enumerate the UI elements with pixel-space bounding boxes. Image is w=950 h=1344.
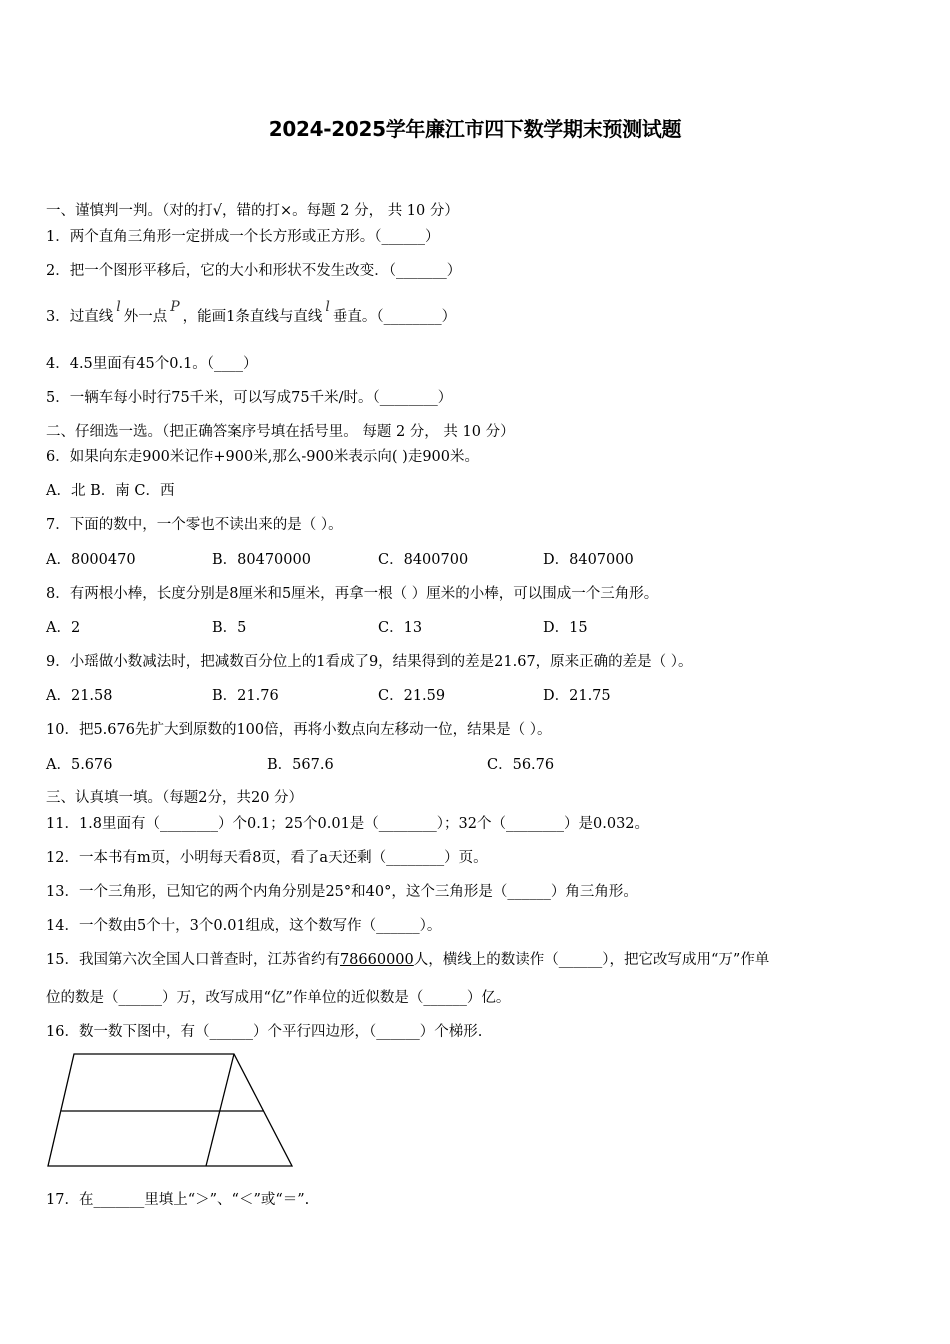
question-7: 7．下面的数中，一个零也不读出来的是（ ）。 bbox=[46, 517, 343, 533]
question-12: 12．一本书有m页，小明每天看8页，看了a天还剩（________）页。 bbox=[46, 850, 488, 866]
question-1: 1．两个直角三角形一定拼成一个长方形或正方形。（______） bbox=[46, 229, 440, 245]
question-8-options bbox=[46, 619, 588, 637]
question-10-options bbox=[46, 756, 554, 774]
question-3-part-b: 外一点 bbox=[123, 309, 168, 325]
question-16: 16．数一数下图中，有（______）个平行四边形，（______）个梯形. bbox=[46, 1024, 483, 1040]
slanted-divider-line bbox=[206, 1054, 234, 1166]
outer-trapezoid bbox=[48, 1054, 292, 1166]
underlined-population: 78660000 bbox=[339, 952, 414, 968]
option-c: C．21.59 bbox=[378, 688, 446, 704]
question-15-part-b: 人，横线上的数读作（______），把它改写成用“万”作单 bbox=[413, 952, 770, 968]
option-a: A．2 bbox=[46, 620, 81, 636]
option-b: B．5 bbox=[212, 620, 247, 636]
question-11: 11．1.8里面有（________）个0.1；25个0.01是（________）；32个（________）是0.032。 bbox=[46, 816, 650, 832]
question-4: 4．4.5里面有45个0.1。（____） bbox=[46, 356, 258, 372]
section-1-heading: 一、谨慎判一判。（对的打√，错的打×。每题 2 分， 共 10 分） bbox=[46, 203, 459, 219]
option-b: B．567.6 bbox=[267, 757, 334, 773]
option-d: D．15 bbox=[543, 620, 588, 636]
line-l-symbol-2: l bbox=[325, 299, 330, 315]
option-d: D．8407000 bbox=[543, 552, 634, 568]
section-2-heading: 二、仔细选一选。（把正确答案序号填在括号里。 每题 2 分， 共 10 分） bbox=[46, 424, 515, 440]
option-b: B．80470000 bbox=[212, 552, 311, 568]
question-14: 14．一个数由5个十，3个0.01组成，这个数写作（______）。 bbox=[46, 918, 442, 934]
section-3-heading: 三、认真填一填。（每题2分，共20 分） bbox=[46, 790, 304, 806]
question-15-part-a: 15．我国第六次全国人口普查时，江苏省约有 bbox=[46, 952, 340, 968]
option-c: C．13 bbox=[378, 620, 423, 636]
question-8: 8．有两根小棒，长度分别是8厘米和5厘米，再拿一根（ ）厘米的小棒，可以围成一个三角形。 bbox=[46, 586, 659, 602]
question-9-options bbox=[46, 687, 611, 705]
question-3-part-a: 3．过直线 bbox=[46, 309, 114, 325]
option-b: B．21.76 bbox=[212, 688, 279, 704]
question-3 bbox=[46, 299, 457, 326]
question-17: 17．在_______里填上“＞”、“＜”或“＝”. bbox=[46, 1192, 310, 1208]
question-6: 6．如果向东走900米记作+900米,那么-900米表示向( )走900米。 bbox=[46, 449, 480, 465]
option-c: C．8400700 bbox=[378, 552, 469, 568]
option-d: D．21.75 bbox=[543, 688, 611, 704]
option-a: A．5.676 bbox=[46, 757, 113, 773]
page-title: 2024-2025学年廉江市四下数学期末预测试题 bbox=[268, 117, 682, 141]
trapezoid-figure bbox=[44, 1050, 300, 1172]
question-15-continued: 位的数是（______）万，改写成用“亿”作单位的近似数是（______）亿。 bbox=[46, 990, 511, 1006]
option-a: A．8000470 bbox=[46, 552, 136, 568]
question-6-options: A．北 B．南 C．西 bbox=[46, 483, 175, 499]
question-3-part-c: ，能画1条直线与直线 bbox=[182, 309, 323, 325]
question-2: 2．把一个图形平移后，它的大小和形状不发生改变．（_______） bbox=[46, 263, 462, 279]
question-15 bbox=[46, 951, 769, 969]
option-c: C．56.76 bbox=[487, 757, 555, 773]
question-10: 10．把5.676先扩大到原数的100倍，再将小数点向左移动一位，结果是（ ）。 bbox=[46, 722, 552, 738]
line-l-symbol: l bbox=[116, 299, 121, 315]
question-13: 13．一个三角形，已知它的两个内角分别是25°和40°，这个三角形是（______）角三角形。 bbox=[46, 884, 638, 900]
question-3-part-d: 垂直。（________） bbox=[332, 309, 457, 325]
option-a: A．21.58 bbox=[46, 688, 113, 704]
question-7-options bbox=[46, 551, 634, 569]
point-p-symbol: P bbox=[170, 299, 180, 315]
question-9: 9．小瑶做小数减法时，把减数百分位上的1看成了9，结果得到的差是21.67，原来正确的差是（ ）。 bbox=[46, 654, 693, 670]
question-5: 5．一辆车每小时行75千米，可以写成75千米/时。（________） bbox=[46, 390, 453, 406]
